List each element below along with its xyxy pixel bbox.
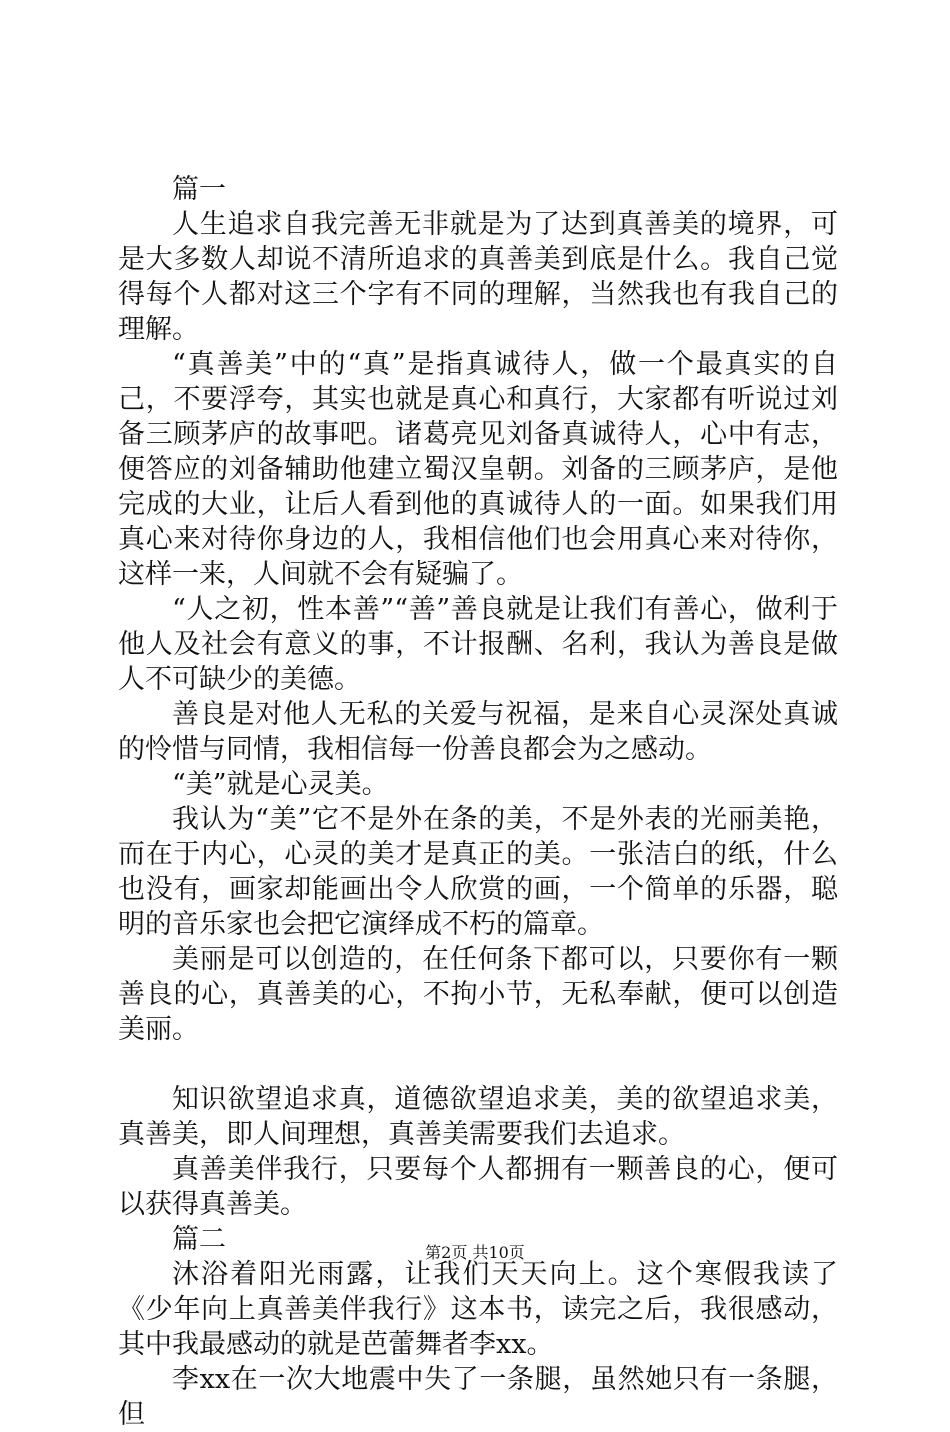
page-number-indicator: 第2页 共10页 bbox=[425, 1243, 525, 1262]
paragraph: 我认为“美”它不是外在条的美，不是外表的光丽美艳，而在于内心，心灵的美才是真正的美。一张洁白的纸，什么也没有，画家却能画出令人欣赏的画，一个简单的乐器，聪明的音乐家也会把它演绎成不朽的篇章。 bbox=[118, 804, 838, 940]
paragraph-gap bbox=[118, 1047, 838, 1082]
section-heading-1: 篇一 bbox=[172, 174, 226, 205]
page-footer bbox=[0, 1240, 950, 1263]
paragraph: “美”就是心灵美。 bbox=[172, 769, 389, 800]
paragraph: 善良是对他人无私的关爱与祝福，是来自心灵深处真诚的怜惜与同情，我相信每一份善良都会为之感动。 bbox=[118, 699, 838, 765]
paragraph: 李xx在一次大地震中失了一条腿，虽然她只有一条腿，但 bbox=[118, 1364, 838, 1430]
paragraph: 知识欲望追求真，道德欲望追求美，美的欲望追求美，真善美，即人间理想，真善美需要我们去追求。 bbox=[118, 1084, 838, 1150]
paragraph: 人生追求自我完善无非就是为了达到真善美的境界，可是大多数人却说不清所追求的真善美到底是什么。我自己觉得每个人都对这三个字有不同的理解，当然我也有我自己的理解。 bbox=[118, 209, 838, 345]
paragraph: 沐浴着阳光雨露，让我们天天向上。这个寒假我读了《少年向上真善美伴我行》这本书，读完之后，我很感动，其中我最感动的就是芭蕾舞者李xx。 bbox=[118, 1259, 838, 1360]
paragraph: “真善美”中的“真”是指真诚待人，做一个最真实的自己，不要浮夸，其实也就是真心和真行，大家都有听说过刘备三顾茅庐的故事吧。诸葛亮见刘备真诚待人，心中有志，便答应的刘备辅助他建立蜀汉皇朝。刘备的三顾茅庐，是他完成的大业，让后人看到他的真诚待人的一面。如果我们用真心来对待你身边的人，我相信他们也会用真心来对待你，这样一来，人间就不会有疑骗了。 bbox=[118, 349, 838, 590]
paragraph: 美丽是可以创造的，在任何条下都可以，只要你有一颗善良的心，真善美的心，不拘小节，无私奉献，便可以创造美丽。 bbox=[118, 944, 838, 1045]
section-heading-2: 篇二 bbox=[172, 1224, 226, 1255]
paragraph: 真善美伴我行，只要每个人都拥有一颗善良的心，便可以获得真善美。 bbox=[118, 1154, 838, 1220]
paragraph: “人之初，性本善”“善”善良就是让我们有善心，做利于他人及社会有意义的事，不计报酬、名利，我认为善良是做人不可缺少的美德。 bbox=[118, 594, 838, 695]
